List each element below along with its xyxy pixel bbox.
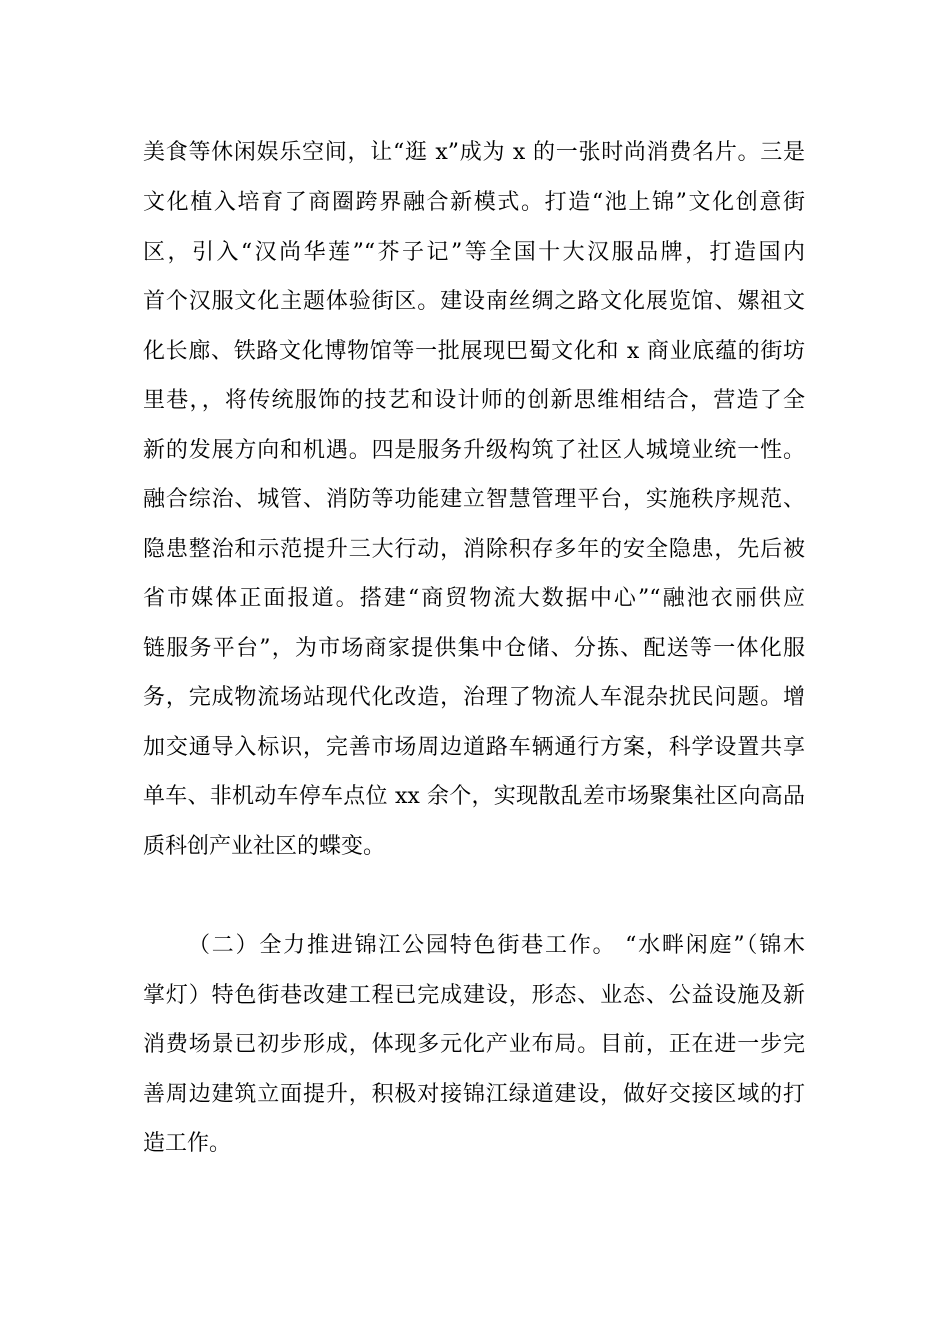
paragraph-1-line-8: 融合综治、城管、消防等功能建立智慧管理平台，实施秩序规范、 <box>143 487 805 512</box>
paragraph-2-line-2: 掌灯）特色街巷改建工程已完成建设，形态、业态、公益设施及新 <box>143 983 805 1008</box>
paragraph-1-line-3: 区，引入“汉尚华莲”“芥子记”等全国十大汉服品牌，打造国内 <box>143 240 805 265</box>
paragraph-1-line-6: 里巷，，将传统服饰的技艺和设计师的创新思维相结合，营造了全 <box>143 388 805 413</box>
paragraph-1-line-2: 文化植入培育了商圈跨界融合新模式。打造“池上锦”文化创意街 <box>143 190 805 215</box>
paragraph-1-line-9: 隐患整治和示范提升三大行动，消除积存多年的安全隐患，先后被 <box>143 537 805 562</box>
paragraph-2-line-1: （二）全力推进锦江公园特色街巷工作。 “水畔闲庭”（锦木 <box>188 933 805 958</box>
paragraph-1-line-15: 质科创产业社区的蝶变。 <box>143 834 386 859</box>
paragraph-2-line-3: 消费场景已初步形成，体现多元化产业布局。目前，正在进一步完 <box>143 1032 805 1057</box>
paragraph-1-line-10: 省市媒体正面报道。搭建“商贸物流大数据中心”“融池衣丽供应 <box>143 586 805 611</box>
paragraph-2-line-5: 造工作。 <box>143 1131 232 1156</box>
paragraph-1-line-5: 化长廊、铁路文化博物馆等一批展现巴蜀文化和 x 商业底蕴的街坊 <box>143 339 805 364</box>
paragraph-2-line-4: 善周边建筑立面提升，积极对接锦江绿道建设，做好交接区域的打 <box>143 1082 805 1107</box>
paragraph-1-line-11: 链服务平台”，为市场商家提供集中仓储、分拣、配送等一体化服 <box>143 636 805 661</box>
paragraph-1-line-12: 务，完成物流场站现代化改造，治理了物流人车混杂扰民问题。增 <box>143 685 805 710</box>
paragraph-1-line-13: 加交通导入标识，完善市场周边道路车辆通行方案，科学设置共享 <box>143 735 805 760</box>
paragraph-1-line-14: 单车、非机动车停车点位 xx 余个，实现散乱差市场聚集社区向高品 <box>143 784 805 809</box>
paragraph-1-line-7: 新的发展方向和机遇。四是服务升级构筑了社区人城境业统一性。 <box>143 438 805 463</box>
paragraph-1-line-1: 美食等休闲娱乐空间，让“逛 x”成为 x 的一张时尚消费名片。三是 <box>143 140 805 165</box>
paragraph-1-line-4: 首个汉服文化主题体验街区。建设南丝绸之路文化展览馆、嫘祖文 <box>143 289 805 314</box>
